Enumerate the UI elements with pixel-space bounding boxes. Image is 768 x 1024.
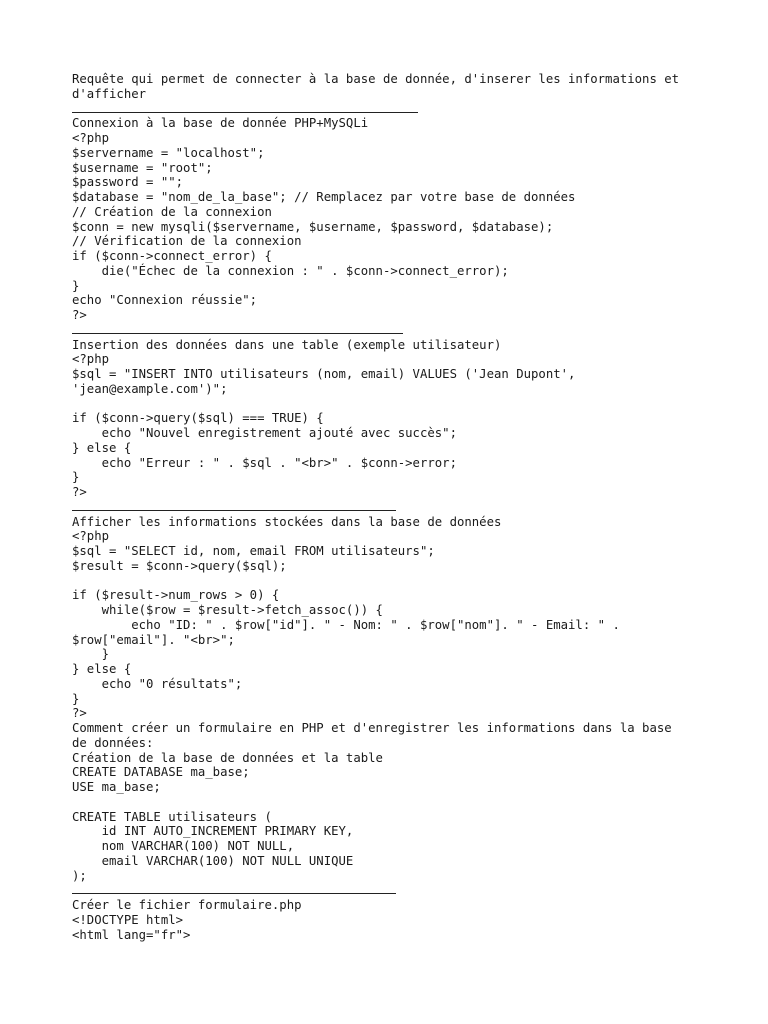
- blank-line: [72, 574, 712, 589]
- code-line: if ($result->num_rows > 0) {: [72, 588, 280, 603]
- code-line: <!DOCTYPE html>: [72, 912, 184, 927]
- blank-line: [72, 397, 712, 412]
- section-divider: [72, 323, 712, 338]
- code-line: $sql = "SELECT id, nom, email FROM utilisateurs";: [72, 544, 435, 558]
- code-line: $password = "";: [72, 175, 184, 190]
- section-heading-insertion: Insertion des données dans une table (exemple utilisateur): [72, 337, 502, 352]
- section-heading-connexion: Connexion à la base de donnée PHP+MySQLi: [72, 116, 369, 131]
- code-line: $conn = new mysqli($servername, $username, $password, $database);: [72, 219, 554, 234]
- code-line: }: [72, 647, 110, 662]
- code-line: $result = $conn->query($sql);: [72, 558, 287, 573]
- code-line: } else {: [72, 662, 132, 676]
- code-line: USE ma_base;: [72, 780, 161, 794]
- code-line: }: [72, 691, 80, 706]
- code-line: echo "Nouvel enregistrement ajouté avec succès";: [72, 426, 457, 440]
- document-page: [72, 72, 712, 942]
- code-line: email VARCHAR(100) NOT NULL UNIQUE: [72, 853, 354, 868]
- code-line: echo "ID: " . $row["id"]. " - Nom: " . $row["nom"]. " - Email: " .: [72, 617, 620, 632]
- section-heading-fichier: Créer le fichier formulaire.php: [72, 898, 302, 912]
- code-line: echo "0 résultats";: [72, 676, 243, 691]
- code-line: // Vérification de la connexion: [72, 234, 302, 249]
- section-heading-formulaire: Comment créer un formulaire en PHP et d'enregistrer les informations dans la base: [72, 721, 672, 735]
- section-divider: [72, 102, 712, 117]
- subheading-line: Création de la base de données et la table: [72, 750, 383, 765]
- code-line: die("Échec de la connexion : " . $conn->connect_error);: [72, 263, 509, 278]
- blank-line: [72, 795, 712, 810]
- code-line: }: [72, 278, 80, 293]
- code-line: // Création de la connexion: [72, 204, 272, 219]
- section-divider: [72, 883, 712, 898]
- code-line: <html lang="fr">: [72, 927, 191, 942]
- code-line: $row["email"]. "<br>";: [72, 632, 235, 647]
- code-line: if ($conn->connect_error) {: [72, 249, 272, 263]
- code-line: $sql = "INSERT INTO utilisateurs (nom, email) VALUES ('Jean Dupont',: [72, 367, 576, 381]
- code-line: ?>: [72, 706, 87, 721]
- code-line: CREATE TABLE utilisateurs (: [72, 809, 272, 824]
- code-line: ?>: [72, 308, 87, 322]
- section-heading-formulaire: de données:: [72, 735, 154, 750]
- code-line: $username = "root";: [72, 160, 213, 175]
- code-line: echo "Connexion réussie";: [72, 293, 258, 308]
- code-line: while($row = $result->fetch_assoc()) {: [72, 603, 383, 617]
- code-line: <?php: [72, 529, 110, 544]
- code-line: 'jean@example.com')";: [72, 381, 228, 396]
- code-line: }: [72, 470, 80, 485]
- code-line: } else {: [72, 440, 132, 455]
- code-line: echo "Erreur : " . $sql . "<br>" . $conn->error;: [72, 455, 457, 470]
- code-line: nom VARCHAR(100) NOT NULL,: [72, 839, 295, 853]
- section-heading-affichage: Afficher les informations stockées dans la base de données: [72, 514, 502, 529]
- code-line: if ($conn->query($sql) === TRUE) {: [72, 411, 324, 426]
- intro-line: Requête qui permet de connecter à la base de donnée, d'inserer les informations et: [72, 72, 680, 86]
- code-line: <?php: [72, 352, 110, 367]
- code-line: id INT AUTO_INCREMENT PRIMARY KEY,: [72, 824, 354, 839]
- code-line: );: [72, 868, 87, 883]
- code-line: $database = "nom_de_la_base"; // Remplacez par votre base de données: [72, 190, 576, 204]
- code-line: <?php: [72, 131, 110, 145]
- intro-line: d'afficher: [72, 86, 147, 101]
- section-divider: [72, 500, 712, 515]
- code-line: CREATE DATABASE ma_base;: [72, 765, 250, 780]
- code-line: $servername = "localhost";: [72, 145, 265, 160]
- code-line: ?>: [72, 485, 87, 499]
